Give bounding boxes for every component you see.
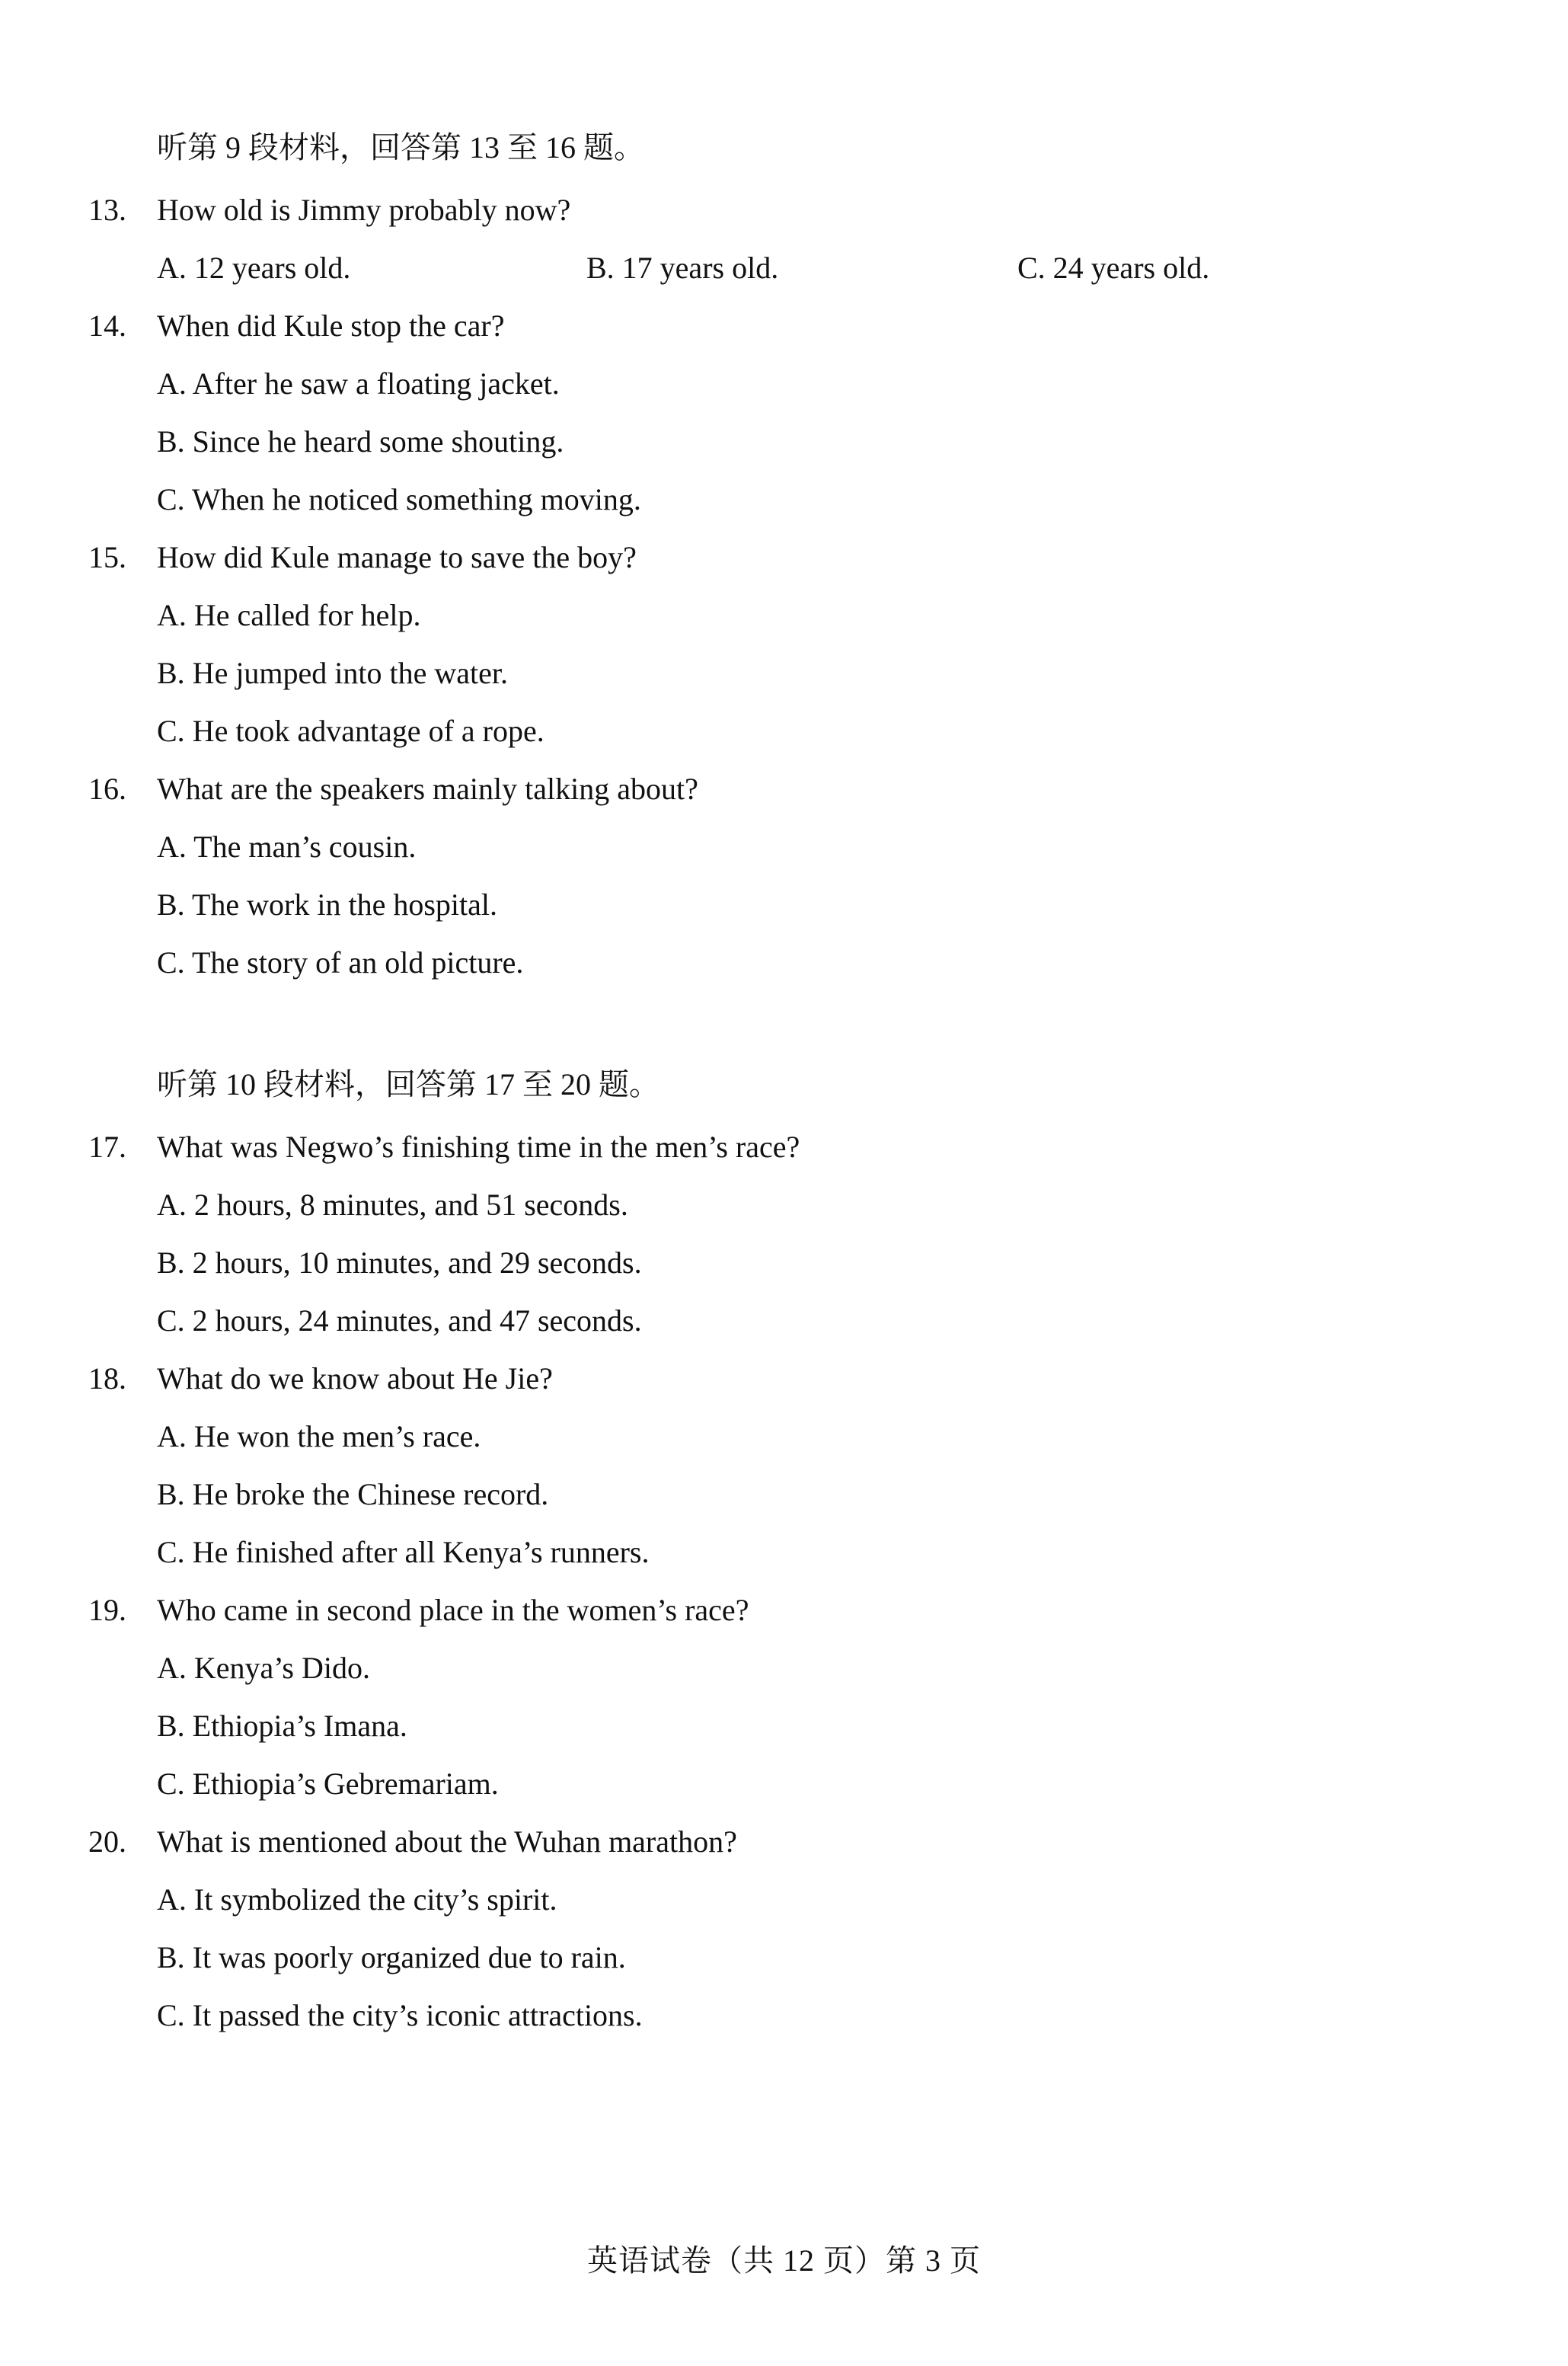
section-heading-9: 听第 9 段材料，回答第 13 至 16 题。: [157, 130, 644, 165]
option-b[interactable]: B. He broke the Chinese record.: [157, 1477, 549, 1511]
section-heading-10: 听第 10 段材料，回答第 17 至 20 题。: [157, 1067, 659, 1101]
option-b[interactable]: B. It was poorly organized due to rain.: [157, 1940, 626, 1974]
option-c[interactable]: C. 2 hours, 24 minutes, and 47 seconds.: [157, 1303, 642, 1338]
question-stem: How old is Jimmy probably now?: [157, 193, 571, 227]
question-number: 15.: [88, 540, 126, 574]
question-stem: Who came in second place in the women’s race?: [157, 1593, 749, 1627]
option-b[interactable]: B. The work in the hospital.: [157, 887, 497, 922]
question-stem: What do we know about He Jie?: [157, 1361, 553, 1396]
page-footer: 英语试卷（共 12 页）第 3 页: [587, 2243, 981, 2278]
option-c[interactable]: C. He took advantage of a rope.: [157, 714, 544, 748]
question-number: 17.: [88, 1130, 126, 1164]
option-a[interactable]: A. It symbolized the city’s spirit.: [157, 1882, 557, 1917]
question-stem: What is mentioned about the Wuhan marathon?: [157, 1824, 737, 1859]
question-number: 20.: [88, 1824, 126, 1859]
option-c[interactable]: C. It passed the city’s iconic attractions.: [157, 1998, 643, 2032]
option-a[interactable]: A. After he saw a floating jacket.: [157, 366, 560, 401]
option-b[interactable]: B. Since he heard some shouting.: [157, 424, 564, 459]
question-number: 13.: [88, 193, 126, 227]
question-number: 19.: [88, 1593, 126, 1627]
question-number: 18.: [88, 1361, 126, 1396]
question-stem: What are the speakers mainly talking about?: [157, 772, 698, 806]
option-b[interactable]: B. 2 hours, 10 minutes, and 29 seconds.: [157, 1245, 642, 1280]
option-c[interactable]: C. The story of an old picture.: [157, 945, 524, 980]
option-b[interactable]: B. 17 years old.: [586, 251, 779, 285]
option-b[interactable]: B. Ethiopia’s Imana.: [157, 1709, 407, 1743]
option-a[interactable]: A. The man’s cousin.: [157, 830, 417, 864]
option-c[interactable]: C. 24 years old.: [1017, 251, 1210, 285]
option-a[interactable]: A. 12 years old.: [157, 251, 351, 285]
option-a[interactable]: A. He called for help.: [157, 598, 421, 632]
option-c[interactable]: C. When he noticed something moving.: [157, 482, 641, 516]
question-stem: When did Kule stop the car?: [157, 309, 505, 343]
option-a[interactable]: A. He won the men’s race.: [157, 1419, 481, 1453]
question-stem: What was Negwo’s finishing time in the men’s race?: [157, 1130, 800, 1164]
question-stem: How did Kule manage to save the boy?: [157, 540, 637, 574]
question-number: 14.: [88, 309, 126, 343]
question-number: 16.: [88, 772, 126, 806]
option-b[interactable]: B. He jumped into the water.: [157, 656, 509, 690]
option-c[interactable]: C. Ethiopia’s Gebremariam.: [157, 1767, 499, 1801]
option-a[interactable]: A. Kenya’s Dido.: [157, 1651, 370, 1685]
option-c[interactable]: C. He finished after all Kenya’s runners.: [157, 1535, 650, 1569]
option-a[interactable]: A. 2 hours, 8 minutes, and 51 seconds.: [157, 1188, 628, 1222]
